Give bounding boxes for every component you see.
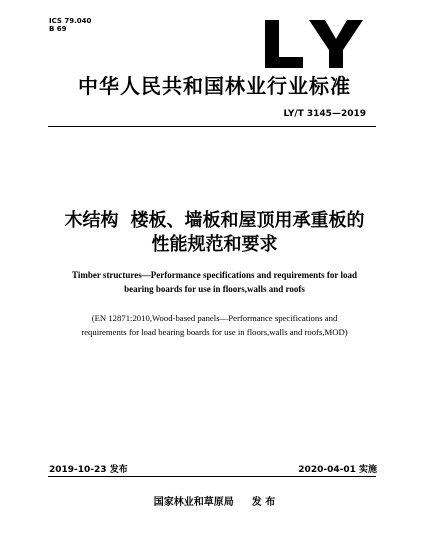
equivalence-statement	[20, 311, 409, 339]
implementation-date: 2020-04-01 实施	[298, 465, 377, 475]
chinese-title-part-1: 木结构	[64, 210, 119, 231]
english-title-line-1: Timber structures—Performance specifications and requirements for load	[72, 270, 357, 280]
chinese-title-line-2: 性能规范和要求	[151, 234, 278, 255]
publisher-action: 发 布	[251, 497, 276, 508]
classification-codes	[49, 17, 91, 33]
issuing-body-title: 中华人民共和国林业行业标准	[78, 74, 351, 98]
chinese-title-line-1	[0, 206, 429, 232]
standard-number: LY/T 3145—2019	[283, 109, 366, 119]
chinese-title-part-2: 楼板、墙板和屋顶用承重板的	[130, 210, 365, 231]
equivalence-line-1: (EN 12871:2010,Wood-based panels—Performance specifications and	[91, 313, 338, 323]
publisher-name: 国家林业和草原局	[153, 497, 234, 508]
equivalence-line-2: requirements for load bearing boards for use in floors,walls and roofs,MOD)	[81, 327, 348, 337]
publisher	[0, 493, 429, 508]
top-rule	[48, 126, 376, 127]
english-title-line-2: bearing boards for use in floors,walls and roofs	[124, 284, 305, 294]
english-title	[30, 268, 399, 296]
bottom-rule	[48, 476, 376, 477]
ly-logo	[259, 12, 369, 72]
issue-date: 2019-10-23 发布	[49, 465, 128, 475]
ccs-code: B 69	[49, 25, 67, 33]
ics-code: ICS 79.040	[49, 17, 92, 25]
